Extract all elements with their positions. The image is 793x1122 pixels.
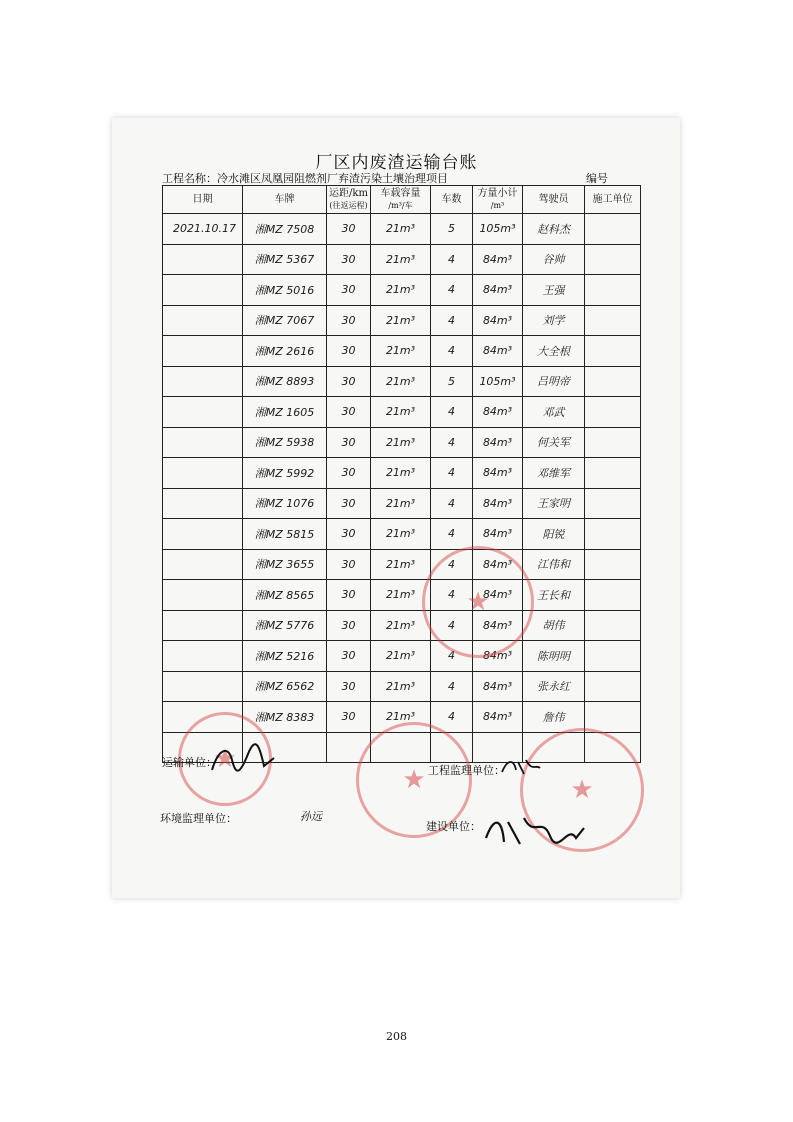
- cell-date: [163, 458, 243, 489]
- page-number: 208: [386, 1030, 407, 1043]
- cell-capacity: 21m³: [371, 641, 431, 672]
- cell-plate: 湘MZ 2616: [243, 336, 327, 367]
- header-capacity: [371, 186, 431, 214]
- cell-date: [163, 671, 243, 702]
- cell-capacity: 21m³: [371, 427, 431, 458]
- cell-distance: 30: [327, 671, 371, 702]
- cell-capacity: 21m³: [371, 610, 431, 641]
- cell-date: [163, 519, 243, 550]
- table-row: [163, 366, 641, 397]
- cell-plate: 湘MZ 7067: [243, 305, 327, 336]
- cell-volume: 84m³: [473, 275, 523, 306]
- header-volume-unit: /m³: [490, 200, 505, 210]
- cell-distance: 30: [327, 397, 371, 428]
- cell-capacity: 21m³: [371, 305, 431, 336]
- cell-capacity: 21m³: [371, 458, 431, 489]
- cell-distance: 30: [327, 580, 371, 611]
- transport-ledger-table: [162, 185, 641, 763]
- header-driver: 驾驶员: [523, 186, 585, 214]
- project-name: 工程名称：冷水滩区凤凰园阻燃剂厂弃渣污染土壤治理项目: [162, 172, 448, 185]
- company-seal-middle: ★: [422, 546, 534, 658]
- cell-driver: 邓武: [523, 397, 585, 428]
- cell-driver: 胡伟: [523, 610, 585, 641]
- cell-capacity: 21m³: [371, 549, 431, 580]
- cell-plate: 湘MZ 5938: [243, 427, 327, 458]
- cell-contractor: [585, 336, 641, 367]
- environmental-supervision-signature: 孙远: [300, 810, 322, 823]
- cell-trips: 4: [431, 549, 473, 580]
- table-row: [163, 549, 641, 580]
- cell-volume: 105m³: [473, 366, 523, 397]
- table-row: [163, 427, 641, 458]
- cell-volume: 84m³: [473, 397, 523, 428]
- cell-distance: 30: [327, 641, 371, 672]
- cell-volume: 84m³: [473, 488, 523, 519]
- cell-driver: 谷帅: [523, 244, 585, 275]
- cell-distance: 30: [327, 214, 371, 245]
- company-seal-right: ★: [520, 728, 644, 852]
- header-capacity-label: 车载容量: [380, 187, 421, 199]
- cell-driver: 何关军: [523, 427, 585, 458]
- cell-driver: 王家明: [523, 488, 585, 519]
- cell-contractor: [585, 580, 641, 611]
- cell-date: [163, 275, 243, 306]
- cell-plate: 湘MZ 6562: [243, 671, 327, 702]
- table-row: [163, 519, 641, 550]
- cell-contractor: [585, 519, 641, 550]
- cell-trips: 4: [431, 458, 473, 489]
- header-volume-label: 方量小计: [477, 187, 518, 199]
- cell-contractor: [585, 488, 641, 519]
- cell-volume: 84m³: [473, 641, 523, 672]
- header-trips: 车数: [431, 186, 473, 214]
- cell-capacity: 21m³: [371, 244, 431, 275]
- cell-driver: 赵科杰: [523, 214, 585, 245]
- table-header-row: [163, 186, 641, 214]
- cell-driver: 阳锐: [523, 519, 585, 550]
- table-row: [163, 580, 641, 611]
- cell-distance: 30: [327, 549, 371, 580]
- cell-capacity: 21m³: [371, 214, 431, 245]
- cell-contractor: [585, 427, 641, 458]
- cell-contractor: [585, 305, 641, 336]
- construction-unit-label: 建设单位：: [426, 820, 481, 833]
- cell-capacity: 21m³: [371, 397, 431, 428]
- table-row: [163, 214, 641, 245]
- cell-driver: 詹伟: [523, 702, 585, 733]
- cell-date: [163, 549, 243, 580]
- header-distance: [327, 186, 371, 214]
- cell-volume: 84m³: [473, 336, 523, 367]
- cell-date: [163, 641, 243, 672]
- supervision-unit-label: 工程监理单位：: [428, 764, 505, 777]
- cell-date: [163, 427, 243, 458]
- cell-capacity: 21m³: [371, 366, 431, 397]
- cell-contractor: [585, 214, 641, 245]
- cell-distance: 30: [327, 610, 371, 641]
- cell-trips: 4: [431, 519, 473, 550]
- cell-trips: 4: [431, 427, 473, 458]
- cell-date: [163, 397, 243, 428]
- cell-contractor: [585, 397, 641, 428]
- cell-plate: 湘MZ 5367: [243, 244, 327, 275]
- cell-date: [163, 488, 243, 519]
- cell-trips: 5: [431, 214, 473, 245]
- header-capacity-unit: /m³/车: [388, 200, 413, 210]
- cell-plate: 湘MZ 5815: [243, 519, 327, 550]
- supervision-signature: [500, 754, 542, 778]
- cell-volume: 84m³: [473, 244, 523, 275]
- cell-plate: 湘MZ 1605: [243, 397, 327, 428]
- cell-distance: 30: [327, 366, 371, 397]
- cell-distance: 30: [327, 275, 371, 306]
- cell-driver: 刘学: [523, 305, 585, 336]
- table-row: [163, 671, 641, 702]
- header-volume: [473, 186, 523, 214]
- cell-trips: 4: [431, 336, 473, 367]
- cell-contractor: [585, 244, 641, 275]
- cell-plate: 湘MZ 8893: [243, 366, 327, 397]
- cell-trips: 4: [431, 275, 473, 306]
- cell-capacity: 21m³: [371, 702, 431, 733]
- table-row: [163, 336, 641, 367]
- cell-volume: 84m³: [473, 549, 523, 580]
- cell-distance: 30: [327, 244, 371, 275]
- table-row: [163, 458, 641, 489]
- cell-volume: 84m³: [473, 458, 523, 489]
- cell-trips: 5: [431, 366, 473, 397]
- cell-driver: 陈明明: [523, 641, 585, 672]
- header-plate: 车牌: [243, 186, 327, 214]
- table-row: [163, 275, 641, 306]
- cell-plate: 湘MZ 5992: [243, 458, 327, 489]
- cell-volume: 84m³: [473, 702, 523, 733]
- cell-volume: 84m³: [473, 671, 523, 702]
- cell-plate: 湘MZ 5016: [243, 275, 327, 306]
- document-title: 厂区内废渣运输台账: [315, 153, 478, 173]
- cell-date: [163, 336, 243, 367]
- cell-plate: 湘MZ 1076: [243, 488, 327, 519]
- cell-driver: 大全根: [523, 336, 585, 367]
- cell-volume: 105m³: [473, 214, 523, 245]
- document-code-label: 编号: [586, 172, 608, 185]
- cell-contractor: [585, 702, 641, 733]
- cell-contractor: [585, 275, 641, 306]
- table-row: [163, 397, 641, 428]
- cell-distance: 30: [327, 458, 371, 489]
- cell-trips: 4: [431, 488, 473, 519]
- cell-distance: 30: [327, 427, 371, 458]
- cell-driver: 王强: [523, 275, 585, 306]
- table-row: [163, 641, 641, 672]
- cell-date: [163, 244, 243, 275]
- cell-plate: 湘MZ 7508: [243, 214, 327, 245]
- cell-contractor: [585, 458, 641, 489]
- cell-plate: 湘MZ 3655: [243, 549, 327, 580]
- cell-driver: 邓维军: [523, 458, 585, 489]
- cell-date: 2021.10.17: [163, 214, 243, 245]
- cell-trips: 4: [431, 641, 473, 672]
- cell-driver: 吕明帝: [523, 366, 585, 397]
- cell-volume: 84m³: [473, 519, 523, 550]
- cell-driver: 张永红: [523, 671, 585, 702]
- cell-distance: 30: [327, 519, 371, 550]
- cell-plate: 湘MZ 8383: [243, 702, 327, 733]
- header-distance-label: 运距/km: [329, 187, 368, 199]
- cell-trips: 4: [431, 580, 473, 611]
- cell-driver: 王长和: [523, 580, 585, 611]
- cell-date: [163, 305, 243, 336]
- cell-trips: 4: [431, 671, 473, 702]
- company-seal-left: ★: [178, 712, 272, 806]
- cell-capacity: 21m³: [371, 519, 431, 550]
- cell-distance: 30: [327, 702, 371, 733]
- cell-plate: 湘MZ 5216: [243, 641, 327, 672]
- cell-contractor: [585, 366, 641, 397]
- cell-capacity: 21m³: [371, 336, 431, 367]
- environmental-supervision-label: 环境监理单位：: [160, 812, 237, 825]
- cell-capacity: 21m³: [371, 671, 431, 702]
- cell-trips: 4: [431, 702, 473, 733]
- table-row: [163, 244, 641, 275]
- cell-volume: 84m³: [473, 580, 523, 611]
- cell-date: [163, 580, 243, 611]
- cell-distance: 30: [327, 488, 371, 519]
- cell-contractor: [585, 610, 641, 641]
- header-date: 日期: [163, 186, 243, 214]
- table-row: [163, 610, 641, 641]
- cell-volume: 84m³: [473, 305, 523, 336]
- table-row: [163, 305, 641, 336]
- header-contractor: 施工单位: [585, 186, 641, 214]
- cell-date: [163, 610, 243, 641]
- transport-unit-label: 运输单位：: [162, 756, 217, 769]
- company-seal-center: ★: [356, 722, 472, 838]
- cell-plate: 湘MZ 5776: [243, 610, 327, 641]
- cell-contractor: [585, 671, 641, 702]
- table-row: [163, 488, 641, 519]
- cell-capacity: 21m³: [371, 580, 431, 611]
- header-distance-note: (往返运程): [329, 200, 368, 210]
- cell-volume: 84m³: [473, 610, 523, 641]
- cell-trips: 4: [431, 610, 473, 641]
- cell-capacity: 21m³: [371, 275, 431, 306]
- cell-contractor: [585, 641, 641, 672]
- cell-contractor: [585, 549, 641, 580]
- cell-distance: 30: [327, 336, 371, 367]
- cell-plate: 湘MZ 8565: [243, 580, 327, 611]
- cell-trips: 4: [431, 244, 473, 275]
- cell-volume: 84m³: [473, 427, 523, 458]
- table-body: [163, 214, 641, 763]
- construction-unit-signature: [480, 808, 590, 852]
- cell-driver: 江伟和: [523, 549, 585, 580]
- cell-trips: 4: [431, 397, 473, 428]
- transport-signature: [208, 740, 278, 776]
- cell-capacity: 21m³: [371, 488, 431, 519]
- cell-distance: 30: [327, 305, 371, 336]
- cell-trips: 4: [431, 305, 473, 336]
- cell-date: [163, 366, 243, 397]
